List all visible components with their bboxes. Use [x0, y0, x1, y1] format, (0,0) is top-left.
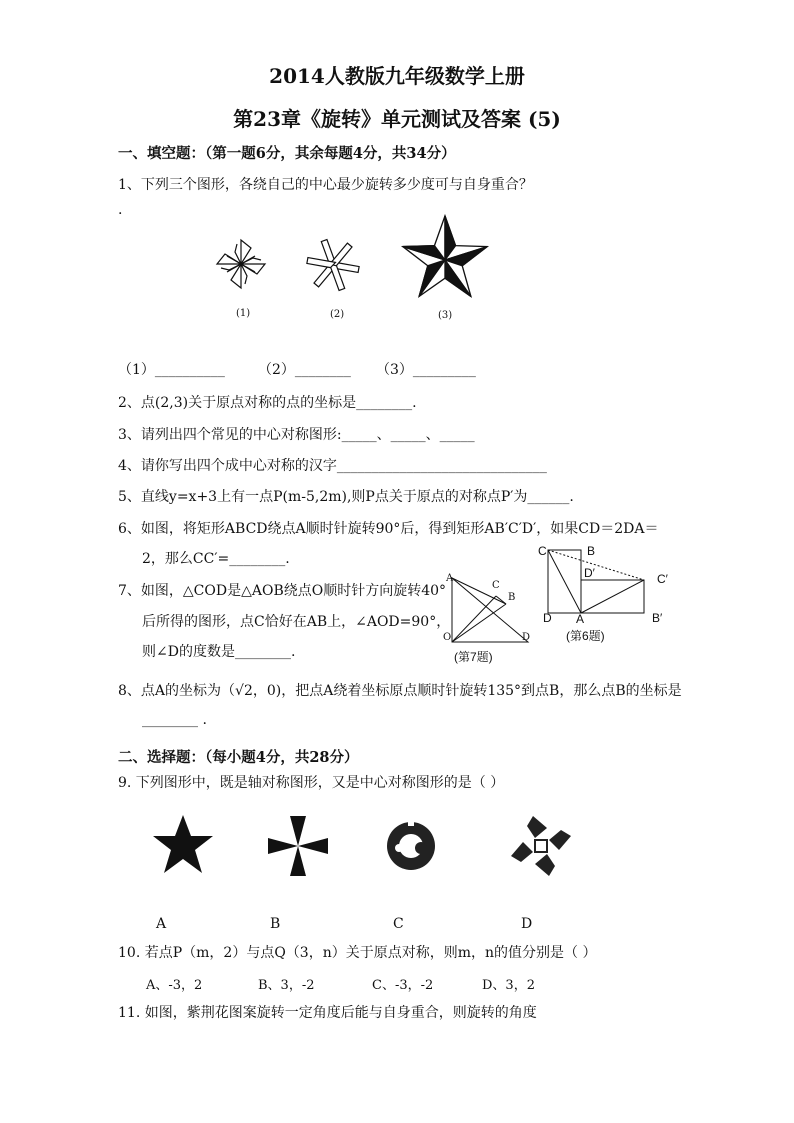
- title-line-2: 第23章《旋转》单元测试及答案 (5): [233, 107, 561, 131]
- rectangle-figure-q6: [540, 545, 670, 620]
- question-3: 3、请列出四个常见的中心对称图形:_____、_____、_____: [118, 427, 475, 443]
- question-6-line-2: 2，那么CC′=________.: [142, 551, 290, 567]
- option-d-squares-icon: [510, 814, 572, 878]
- fig6-label-a: A: [576, 612, 585, 626]
- answer-blank-1: （1）__________: [118, 362, 225, 378]
- question-2: 2、点(2,3)关于原点对称的点的坐标是________.: [118, 395, 417, 411]
- answer-blank-2: （2）________: [258, 362, 351, 378]
- answer-blank-3: （3）_________: [376, 362, 476, 378]
- option-label-d: D: [521, 916, 533, 932]
- option-b-pinwheel-icon: [266, 814, 330, 878]
- option-a-star-icon: [150, 814, 216, 878]
- question-8-line-2: ________ .: [142, 712, 207, 728]
- pinwheel-figure-1: [215, 238, 267, 290]
- fig6-label-b-prime: B′: [652, 611, 663, 625]
- star-figure-3: [396, 214, 494, 306]
- option-label-a: A: [156, 916, 167, 932]
- option-label-b: B: [270, 916, 281, 932]
- fig7-label-o: O: [443, 632, 452, 643]
- fig6-caption: (第6题): [566, 629, 605, 643]
- fig6-label-d-prime: D′: [584, 566, 595, 580]
- fig7-caption: (第7题): [454, 650, 493, 664]
- fig6-label-c: C: [538, 544, 547, 558]
- section-choice: 二、选择题：（每小题4分，共28分）: [118, 749, 359, 766]
- fig-label-3: (3): [438, 310, 453, 321]
- fig-label-1: (1): [236, 308, 251, 319]
- question-7-line-1: 7、如图，△COD是△AOB绕点O顺时针方向旋转40°: [118, 583, 447, 599]
- question-10-choice-a: A、-3，2: [146, 978, 203, 993]
- question-11: 11. 如图，紫荆花图案旋转一定角度后能与自身重合，则旋转的角度: [118, 1005, 537, 1021]
- question-10-choice-d: D、3，2: [482, 978, 535, 993]
- fig-label-2: (2): [330, 309, 345, 320]
- asterisk-figure-2: [302, 236, 364, 294]
- fig7-label-b: B: [508, 592, 516, 603]
- fig6-label-d: D: [543, 611, 552, 625]
- question-9: 9. 下列图形中，既是轴对称图形，又是中心对称图形的是（ ）: [118, 775, 505, 791]
- section-fill-in: 一、填空题：（第一题6分，其余每题4分，共34分）: [118, 145, 456, 162]
- title-line-1: 2014人教版九年级数学上册: [269, 64, 525, 88]
- question-4: 4、请你写出四个成中心对称的汉字______________________________: [118, 458, 547, 474]
- question-5: 5、直线y=x+3上有一点P(m-5,2m),则P点关于原点的对称点P′为______.: [118, 489, 574, 505]
- fig7-label-a: A: [446, 573, 454, 584]
- question-10-choice-c: C、-3，-2: [372, 978, 434, 993]
- question-8-line-1: 8、点A的坐标为（√2，0)，把点A绕着坐标原点顺时针旋转135°到点B，那么点B的坐标是: [118, 683, 682, 699]
- option-label-c: C: [393, 916, 404, 932]
- fig7-label-d: D: [522, 632, 531, 643]
- fig7-label-c: C: [492, 580, 500, 591]
- question-1: 1、下列三个图形，各绕自己的中心最少旋转多少度可与自身重合？: [118, 177, 533, 193]
- question-1-dot: .: [118, 202, 123, 218]
- question-7-line-2: 后所得的图形，点C恰好在AB上，∠AOD=90°，: [142, 614, 451, 630]
- option-c-yinyang-icon: [385, 820, 437, 872]
- fig6-label-b: B: [587, 544, 596, 558]
- question-10-choice-b: B、3，-2: [258, 978, 315, 993]
- question-7-line-3: 则∠D的度数是________.: [142, 644, 296, 660]
- question-10: 10. 若点P（m，2）与点Q（3，n）关于原点对称，则m，n的值分别是（ ）: [118, 945, 597, 961]
- fig6-label-c-prime: C′: [657, 572, 668, 586]
- question-6-line-1: 6、如图，将矩形ABCD绕点A顺时针旋转90°后，得到矩形AB′C′D′，如果CD＝2DA＝: [118, 521, 659, 537]
